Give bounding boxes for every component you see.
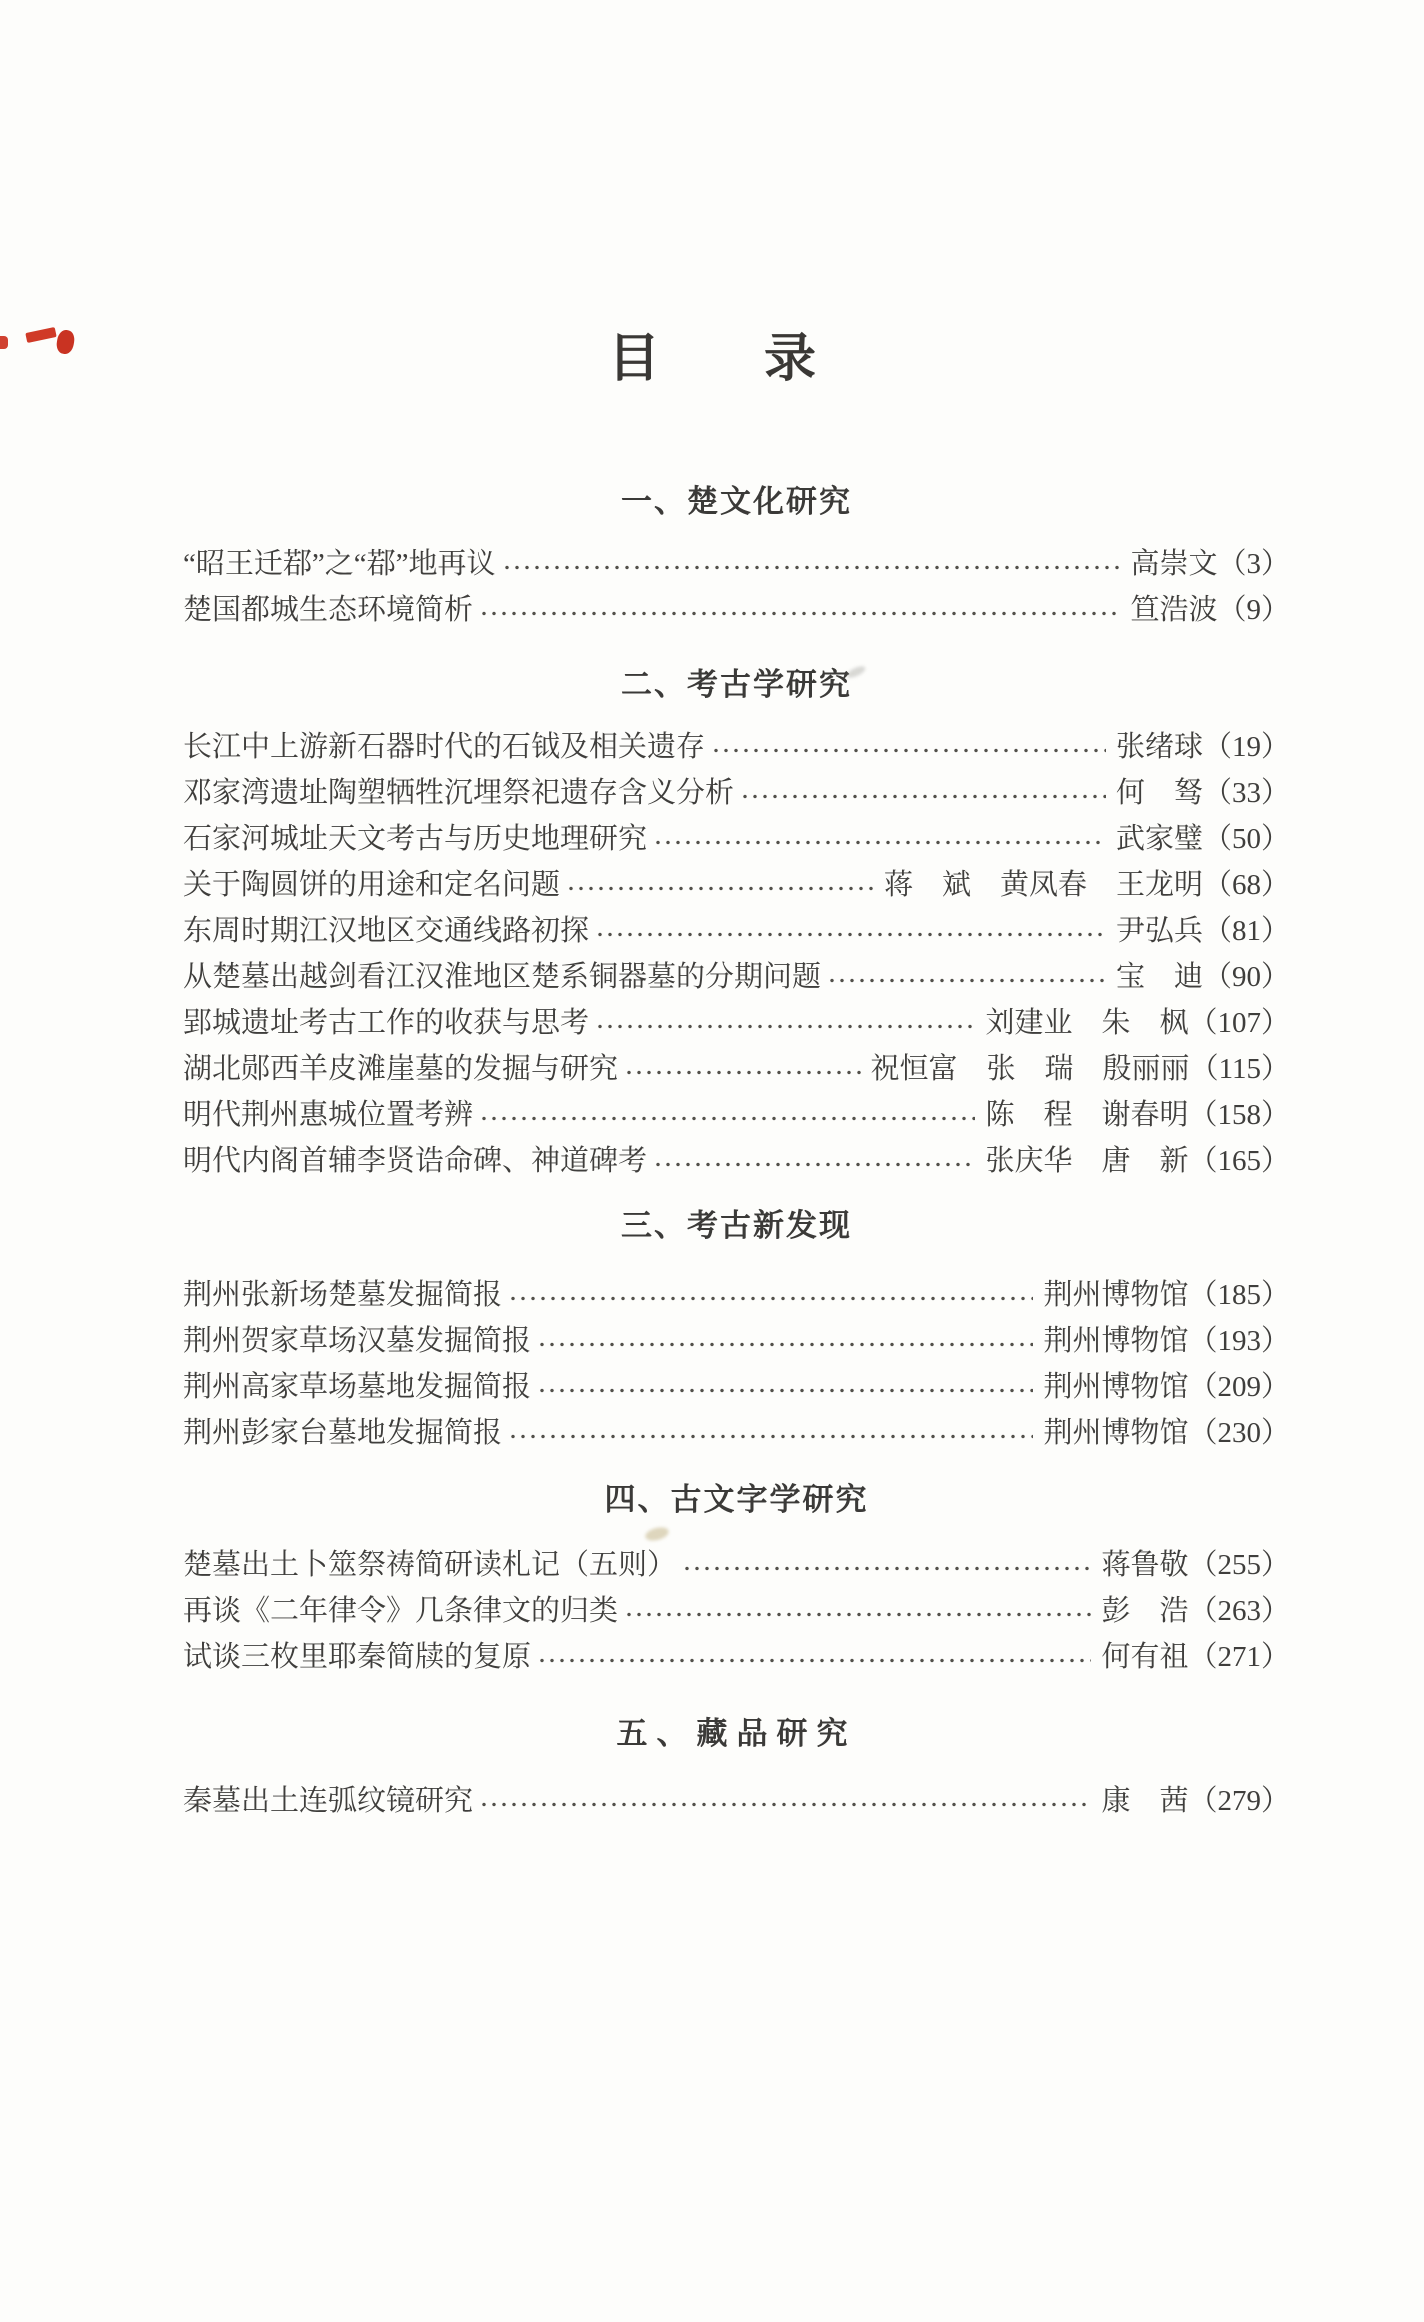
dot-leader xyxy=(537,1658,1091,1663)
entry-page-number: （115） xyxy=(1189,1053,1290,1085)
entry-title: 从楚墓出越剑看江汉淮地区楚系铜器墓的分期问题 xyxy=(183,961,822,993)
table-of-contents xyxy=(0,478,1424,1824)
entry-title: 再谈《二年律令》几条律文的归类 xyxy=(183,1595,619,1627)
dot-leader xyxy=(537,1388,1033,1393)
entry-title: 楚国都城生态环境简析 xyxy=(183,594,474,626)
entry-authors: 笪浩波 xyxy=(1130,594,1218,626)
entry-page-number: （81） xyxy=(1202,915,1290,947)
section-entries-chu-culture xyxy=(183,541,1290,633)
entry-title: 荆州彭家台墓地发掘简报 xyxy=(183,1417,503,1449)
dot-leader xyxy=(595,1024,975,1029)
entry-authors: 荆州博物馆 xyxy=(1043,1325,1189,1357)
toc-entry xyxy=(183,1588,1290,1634)
entry-page-number: （33） xyxy=(1202,777,1290,809)
toc-entry xyxy=(183,908,1290,954)
section-heading-paleography: 四、古文字学研究 xyxy=(604,1482,869,1517)
entry-page-number: （158） xyxy=(1188,1099,1290,1131)
entry-title: 关于陶圆饼的用途和定名问题 xyxy=(183,869,561,901)
entry-title: 试谈三枚里耶秦简牍的复原 xyxy=(183,1641,532,1673)
entry-authors: 荆州博物馆 xyxy=(1043,1371,1189,1403)
dot-leader xyxy=(624,1070,861,1075)
section-heading-collection-studies: 五、藏品研究 xyxy=(616,1716,857,1751)
toc-entry xyxy=(183,770,1290,816)
section-heading-archaeology: 二、考古学研究 xyxy=(621,667,852,702)
entry-authors: 蒋鲁敬 xyxy=(1101,1549,1189,1581)
entry-authors: 祝恒富 张 瑞 殷丽丽 xyxy=(870,1053,1190,1085)
entry-authors: 陈 程 谢春明 xyxy=(985,1099,1189,1131)
entry-title: 石家河城址天文考古与历史地理研究 xyxy=(183,823,648,855)
page-title: 目 录 xyxy=(607,331,816,388)
entry-title: 荆州高家草场墓地发掘简报 xyxy=(183,1371,532,1403)
entry-authors: 张绪球 xyxy=(1115,731,1203,763)
section-heading-chu-culture: 一、楚文化研究 xyxy=(621,484,852,519)
entry-title: 湖北郧西羊皮滩崖墓的发掘与研究 xyxy=(183,1053,619,1085)
entry-page-number: （255） xyxy=(1188,1549,1290,1581)
toc-entry xyxy=(183,1272,1290,1318)
toc-entry xyxy=(183,1000,1290,1046)
dot-leader xyxy=(682,1566,1091,1571)
toc-entry xyxy=(183,1318,1290,1364)
entry-authors: 荆州博物馆 xyxy=(1043,1417,1189,1449)
entry-authors: 何 驽 xyxy=(1115,777,1203,809)
toc-entry xyxy=(183,1410,1290,1456)
dot-leader xyxy=(827,978,1106,983)
entry-page-number: （185） xyxy=(1188,1279,1290,1311)
toc-entry xyxy=(183,954,1290,1000)
entry-page-number: （68） xyxy=(1202,869,1290,901)
toc-entry xyxy=(183,1138,1290,1184)
toc-entry xyxy=(183,1364,1290,1410)
entry-page-number: （90） xyxy=(1202,961,1290,993)
toc-entry xyxy=(183,816,1290,862)
entry-authors: 蒋 斌 黄凤春 王龙明 xyxy=(883,869,1203,901)
dot-leader xyxy=(653,1162,975,1167)
toc-entry xyxy=(183,1542,1290,1588)
dot-leader xyxy=(508,1434,1033,1439)
entry-authors: 武家璧 xyxy=(1115,823,1203,855)
page-edge-dye-mark xyxy=(0,336,8,349)
entry-title: 邓家湾遗址陶塑牺牲沉埋祭祀遗存含义分析 xyxy=(183,777,735,809)
entry-authors: 高崇文 xyxy=(1130,548,1218,580)
toc-entry xyxy=(183,724,1290,770)
dot-leader xyxy=(566,886,874,891)
entry-page-number: （19） xyxy=(1202,731,1290,763)
entry-title: 东周时期江汉地区交通线路初探 xyxy=(183,915,590,947)
entry-page-number: （209） xyxy=(1188,1371,1290,1403)
entry-authors: 荆州博物馆 xyxy=(1043,1279,1189,1311)
entry-page-number: （263） xyxy=(1188,1595,1290,1627)
dot-leader xyxy=(537,1342,1033,1347)
toc-entry xyxy=(183,1046,1290,1092)
dot-leader xyxy=(479,1116,975,1121)
dot-leader xyxy=(653,840,1106,845)
entry-page-number: （193） xyxy=(1188,1325,1290,1357)
entry-authors: 彭 浩 xyxy=(1101,1595,1189,1627)
entry-title: 明代内阁首辅李贤诰命碑、神道碑考 xyxy=(183,1145,648,1177)
dot-leader xyxy=(479,1802,1091,1807)
toc-entry xyxy=(183,862,1290,908)
section-entries-collection-studies xyxy=(183,1778,1290,1824)
toc-entry xyxy=(183,1634,1290,1680)
entry-page-number: （230） xyxy=(1188,1417,1290,1449)
toc-entry xyxy=(183,541,1290,587)
dot-leader xyxy=(508,1296,1033,1301)
entry-page-number: （271） xyxy=(1188,1641,1290,1673)
entry-page-number: （165） xyxy=(1188,1145,1290,1177)
dot-leader xyxy=(479,611,1120,616)
entry-title: 明代荆州惠城位置考辨 xyxy=(183,1099,474,1131)
entry-page-number: （50） xyxy=(1202,823,1290,855)
entry-authors: 刘建业 朱 枫 xyxy=(985,1007,1189,1039)
dot-leader xyxy=(624,1612,1091,1617)
toc-entry xyxy=(183,1092,1290,1138)
entry-title: 郢城遗址考古工作的收获与思考 xyxy=(183,1007,590,1039)
entry-authors: 尹弘兵 xyxy=(1115,915,1203,947)
entry-authors: 何有祖 xyxy=(1101,1641,1189,1673)
entry-title: “昭王迁鄀”之“鄀”地再议 xyxy=(183,548,496,580)
entry-authors: 康 茜 xyxy=(1101,1785,1189,1817)
entry-title: 荆州张新场楚墓发掘简报 xyxy=(183,1279,503,1311)
section-entries-archaeology xyxy=(183,724,1290,1184)
section-entries-new-discoveries xyxy=(183,1272,1290,1456)
entry-page-number: （9） xyxy=(1217,594,1290,626)
section-entries-paleography xyxy=(183,1542,1290,1680)
entry-authors: 张庆华 唐 新 xyxy=(985,1145,1189,1177)
entry-page-number: （3） xyxy=(1217,548,1290,580)
entry-title: 荆州贺家草场汉墓发掘简报 xyxy=(183,1325,532,1357)
dot-leader xyxy=(740,794,1106,799)
dot-leader xyxy=(502,565,1121,570)
entry-authors: 宝 迪 xyxy=(1115,961,1203,993)
dot-leader xyxy=(711,748,1106,753)
toc-entry xyxy=(183,1778,1290,1824)
entry-title: 长江中上游新石器时代的石钺及相关遗存 xyxy=(183,731,706,763)
toc-entry xyxy=(183,587,1290,633)
entry-page-number: （279） xyxy=(1188,1785,1290,1817)
entry-title: 秦墓出土连弧纹镜研究 xyxy=(183,1785,474,1817)
dot-leader xyxy=(595,932,1106,937)
entry-page-number: （107） xyxy=(1188,1007,1290,1039)
section-heading-new-discoveries: 三、考古新发现 xyxy=(621,1208,852,1243)
entry-title: 楚墓出土卜筮祭祷简研读札记（五则） xyxy=(183,1549,677,1581)
